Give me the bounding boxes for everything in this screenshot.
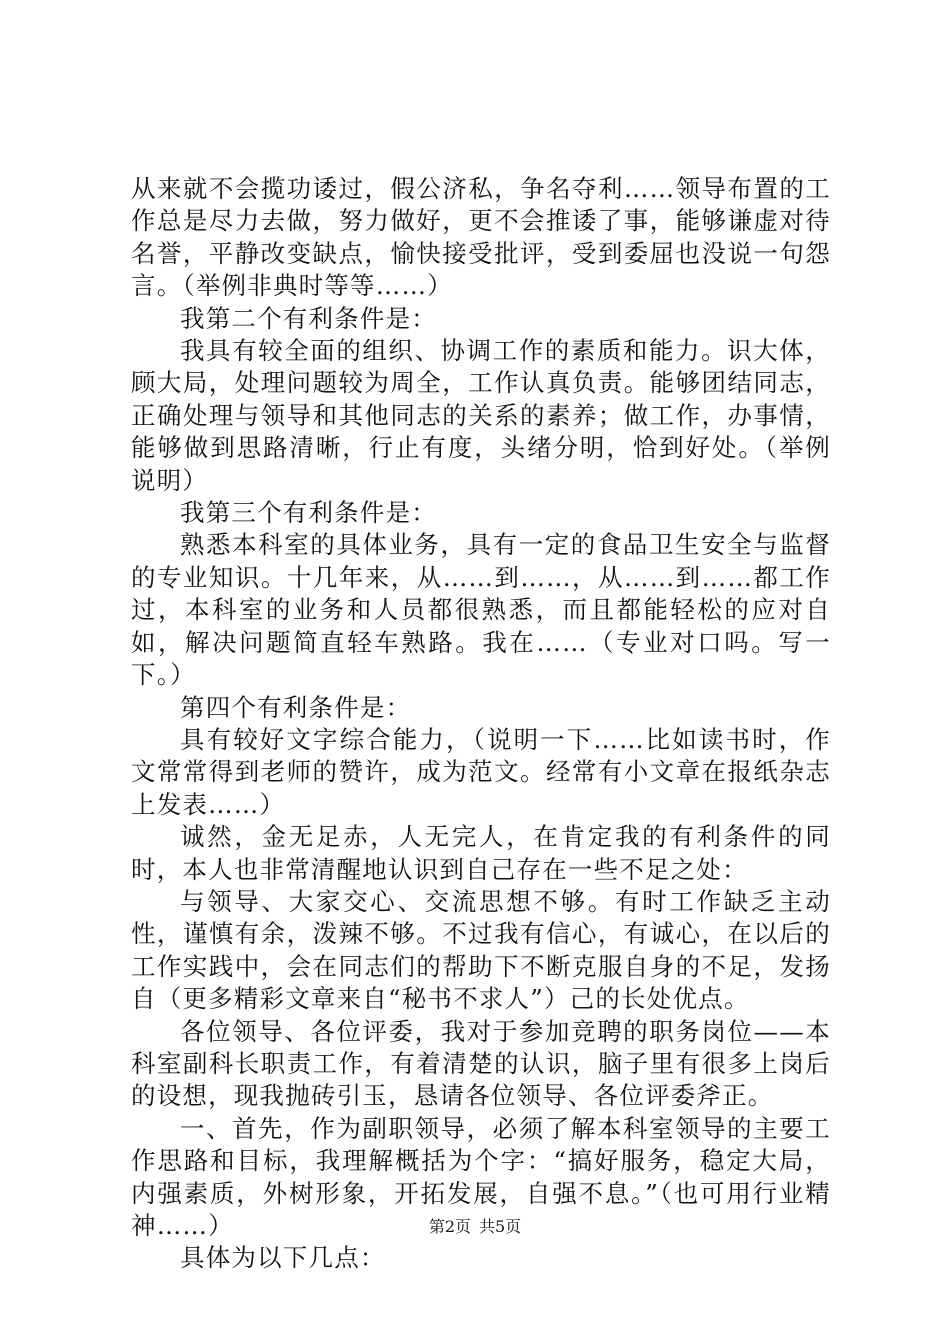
document-body xyxy=(131,173,831,1275)
page-number: 第2页 xyxy=(428,1217,471,1236)
paragraph-condition-2-heading: 我第二个有利条件是： xyxy=(180,303,437,333)
paragraph-condition-4-body: 具有较好文字综合能力，（说明一下……比如读书时，作文常常得到老师的赞许，成为范文。经常有小文章在报纸杂志上发表……） xyxy=(131,724,831,819)
paragraph-shortcomings-intro: 诚然，金无足赤，人无完人，在肯定我的有利条件的同时，本人也非常清醒地认识到自己存在一些不足之处： xyxy=(131,822,831,884)
paragraph-position-understanding: 各位领导、各位评委，我对于参加竞聘的职务岗位——本科室副科长职责工作，有着清楚的认识，脑子里有很多上岗后的设想，现我抛砖引玉，恳请各位领导、各位评委斧正。 xyxy=(131,1016,831,1111)
paragraph-condition-3-heading: 我第三个有利条件是： xyxy=(180,498,437,528)
paragraph-condition-3-body: 熟悉本科室的具体业务，具有一定的食品卫生安全与监督的专业知识。十几年来，从……到……，从……到……都工作过，本科室的业务和人员都很熟悉，而且都能轻松的应对自如，解决问题简直轻车熟路。我在……（专业对口吗。写一下。） xyxy=(131,530,831,690)
page-footer xyxy=(0,1217,950,1237)
paragraph-point-one: 一、首先，作为副职领导，必须了解本科室领导的主要工作思路和目标，我理解概括为个字：“搞好服务，稳定大局，内强素质，外树形象，开拓发展，自强不息。”（也可用行业精神……） xyxy=(131,1113,831,1240)
paragraph-continuation: 从来就不会揽功诿过，假公济私，争名夺利……领导布置的工作总是尽力去做，努力做好，更不会推诿了事，能够谦虚对待名誉，平静改变缺点，愉快接受批评，受到委屈也没说一句怨言。（举例非典时等等……） xyxy=(131,174,831,301)
paragraph-condition-2-body: 我具有较全面的组织、协调工作的素质和能力。识大体，顾大局，处理问题较为周全，工作认真负责。能够团结同志，正确处理与领导和其他同志的关系的素养；做工作，办事情，能够做到思路清晰，行止有度，头绪分明，恰到好处。（举例说明） xyxy=(131,336,831,495)
paragraph-points-intro: 具体为以下几点： xyxy=(180,1243,386,1273)
page-total: 共5页 xyxy=(479,1217,522,1236)
paragraph-condition-4-heading: 第四个有利条件是： xyxy=(180,692,412,722)
paragraph-shortcomings-body: 与领导、大家交心、交流思想不够。有时工作缺乏主动性，谨慎有余，泼辣不够。不过我有信心，有诚心，在以后的工作实践中，会在同志们的帮助下不断克服自身的不足，发扬自（更多精彩文章来自“秘书不求人”）己的长处优点。 xyxy=(131,886,831,1014)
